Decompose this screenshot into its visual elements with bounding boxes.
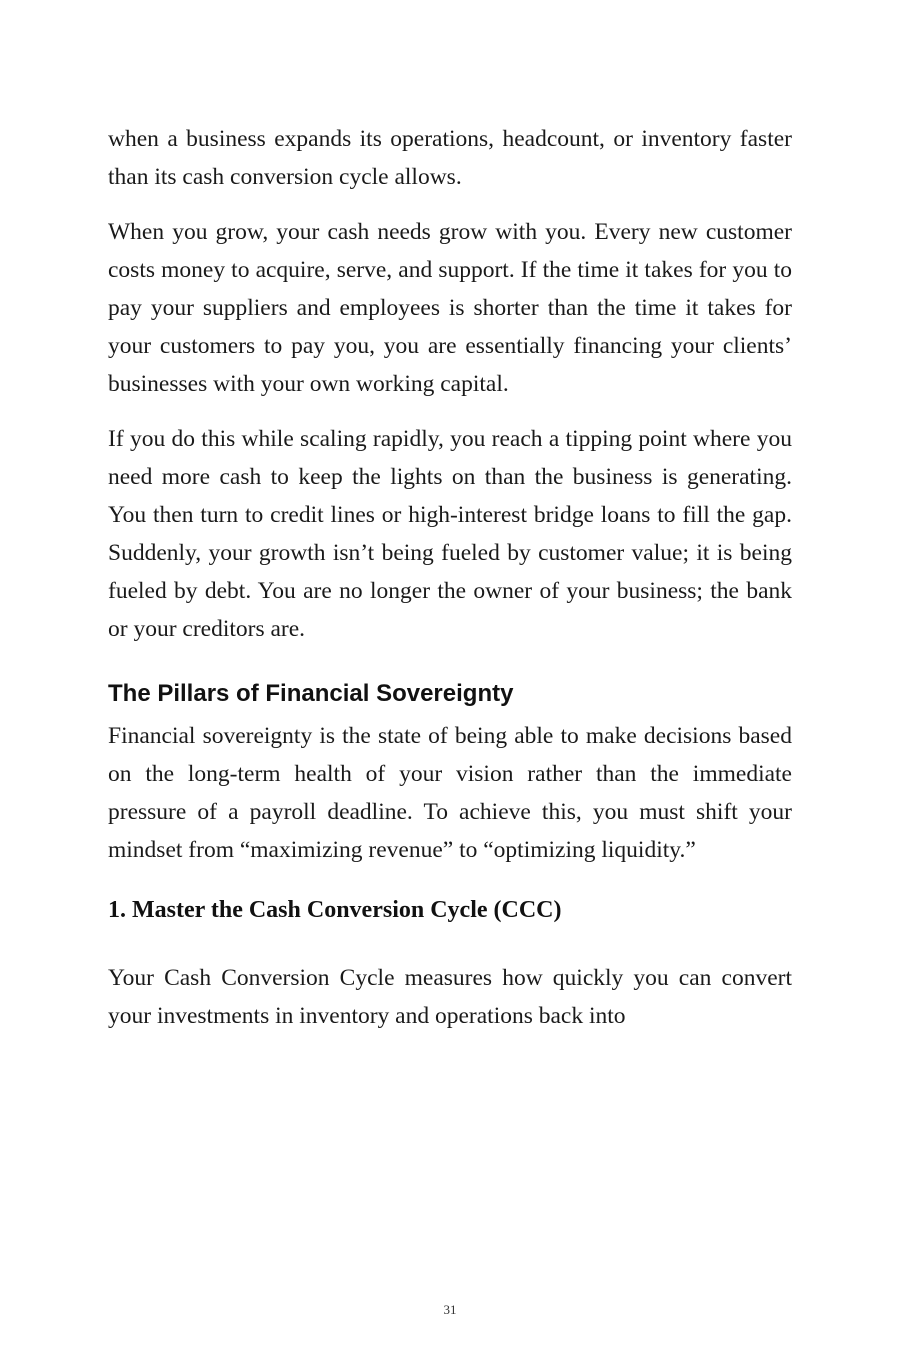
paragraph-financial-sovereignty: Financial sovereignty is the state of being able to make decisions based on the long-term health of your vision rather than the immediate pressure of a payroll deadline. To achieve this, you must shift your mindset from “maximizing revenue” to “optimizing liquidity.” <box>108 723 792 863</box>
paragraph-continuation: when a business expands its operations, headcount, or inventory faster than its cash conversion cycle allows. <box>108 126 792 190</box>
page-content <box>108 120 792 1052</box>
page-number: 31 <box>443 1302 457 1317</box>
section-heading: The Pillars of Financial Sovereignty <box>108 680 514 707</box>
paragraph-tipping-point: If you do this while scaling rapidly, you reach a tipping point where you need more cash to keep the lights on than the business is generating. You then turn to credit lines or high-interest bridge loans to fill the gap. Suddenly, your growth isn’t being fueled by customer value; it is being fueled by debt. You are no longer the owner of your business; the bank or your creditors are. <box>108 426 792 642</box>
paragraph-cash-needs: When you grow, your cash needs grow with you. Every new customer costs money to acquire, serve, and support. If the time it takes for you to pay your suppliers and employees is shorter than the time it takes for your customers to pay you, you are essentially financing your clients’ businesses with your own working capital. <box>108 219 792 397</box>
paragraph-ccc: Your Cash Conversion Cycle measures how quickly you can convert your investments in inventory and operations back into <box>108 965 792 1029</box>
subsection-heading: 1. Master the Cash Conversion Cycle (CCC) <box>108 897 562 923</box>
